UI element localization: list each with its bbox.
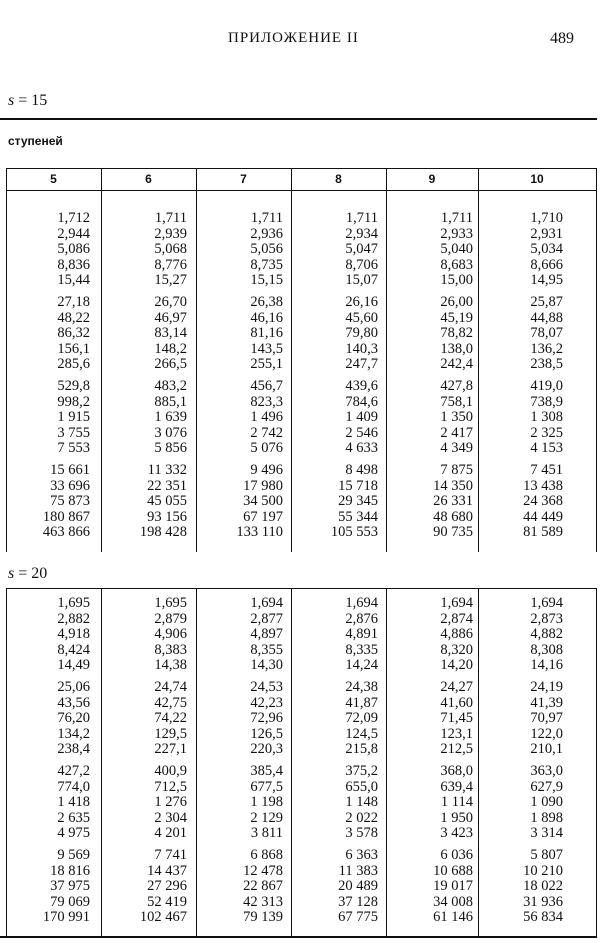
table-cell: 2,939	[154, 225, 187, 242]
table-cell: 1,694	[440, 595, 473, 611]
table-cell: 7 451	[530, 462, 563, 478]
header-bottom-rule	[6, 190, 597, 191]
table-cell: 48 680	[433, 508, 473, 525]
table-cell: 2 022	[345, 809, 378, 826]
table-cell: 2 304	[154, 809, 187, 826]
table-cell: 29 345	[338, 493, 378, 510]
table-cell: 143,5	[250, 340, 283, 357]
table-cell: 25,06	[57, 679, 90, 695]
table-cell: 2 417	[440, 424, 473, 441]
column-header-8: 8	[335, 172, 342, 186]
table-cell: 4,906	[154, 626, 187, 643]
table-cell: 42,75	[154, 694, 187, 711]
table-cell: 46,16	[250, 309, 283, 326]
table-cell: 4,897	[250, 626, 283, 643]
table-cell: 677,5	[250, 778, 283, 795]
column-divider	[196, 588, 197, 936]
column-header-10: 10	[530, 172, 544, 186]
table-cell: 1 409	[345, 409, 378, 426]
table-cell: 8,355	[250, 641, 283, 658]
table-cell: 1 114	[440, 794, 473, 811]
column-divider	[386, 588, 387, 936]
table-cell: 3 755	[57, 424, 90, 441]
table-cell: 15,07	[345, 272, 378, 289]
table-cell: 11 332	[147, 462, 187, 478]
table-cell: 2 325	[530, 424, 563, 441]
table-cell: 123,1	[440, 725, 473, 742]
section2-s-label	[8, 565, 47, 583]
table-cell: 74,22	[154, 710, 187, 727]
table-cell: 5,068	[154, 241, 187, 258]
table-cell: 148,2	[154, 340, 187, 357]
table-cell: 7 553	[57, 440, 90, 457]
table-cell: 3 314	[530, 825, 563, 842]
table-cell: 7 741	[154, 847, 187, 863]
table-cell: 220,3	[250, 741, 283, 758]
table-cell: 140,3	[345, 340, 378, 357]
table-cell: 13 438	[523, 477, 563, 494]
column-header-6: 6	[145, 172, 152, 186]
table-cell: 5 076	[250, 440, 283, 457]
table-cell: 266,5	[154, 356, 187, 373]
table-cell: 105 553	[330, 524, 378, 541]
table-cell: 45,60	[345, 309, 378, 326]
table-cell: 34 500	[243, 493, 283, 510]
table-cell: 24,27	[440, 679, 473, 695]
table-cell: 14,20	[440, 657, 473, 674]
table-cell: 17 980	[243, 477, 283, 494]
table-cell: 10 688	[433, 862, 473, 879]
table-cell: 5,086	[57, 241, 90, 258]
table-cell: 2,877	[250, 610, 283, 627]
table-cell: 1 308	[530, 409, 563, 426]
table-cell: 133 110	[236, 524, 283, 541]
table-cell: 22 351	[147, 477, 187, 494]
table-cell: 8,683	[440, 256, 473, 273]
table-cell: 129,5	[154, 725, 187, 742]
page-number: 489	[550, 30, 574, 47]
table-cell: 67 197	[243, 508, 283, 525]
bottom-rule	[0, 936, 597, 938]
table-cell: 400,9	[154, 763, 187, 779]
table-cell: 8,706	[345, 256, 378, 273]
table-cell: 215,8	[345, 741, 378, 758]
table-cell: 14,95	[530, 272, 563, 289]
table-cell: 8,776	[154, 256, 187, 273]
table-cell: 2,879	[154, 610, 187, 627]
table-cell: 33 696	[50, 477, 90, 494]
table-cell: 427,8	[440, 378, 473, 394]
table-cell: 5,047	[345, 241, 378, 258]
table-cell: 31 936	[523, 893, 563, 910]
table-cell: 11 383	[338, 862, 378, 879]
table-cell: 14,30	[250, 657, 283, 674]
table-cell: 1 276	[154, 794, 187, 811]
column-divider	[291, 168, 292, 552]
table-cell: 138,0	[440, 340, 473, 357]
running-head	[0, 30, 600, 52]
table-cell: 55 344	[338, 508, 378, 525]
table-cell: 43,56	[57, 694, 90, 711]
table-cell: 83,14	[154, 325, 187, 342]
table-cell: 1 148	[345, 794, 378, 811]
table-cell: 6 363	[345, 847, 378, 863]
table-cell: 439,6	[345, 378, 378, 394]
table-cell: 14 350	[433, 477, 473, 494]
table-cell: 363,0	[530, 763, 563, 779]
table-cell: 1,711	[250, 210, 283, 226]
table-cell: 247,7	[345, 356, 378, 373]
table-cell: 136,2	[530, 340, 563, 357]
table-cell: 758,1	[440, 393, 473, 410]
table-cell: 15,15	[250, 272, 283, 289]
table-cell: 61 146	[433, 909, 473, 926]
table-cell: 5 807	[530, 847, 563, 863]
table-cell: 4,882	[530, 626, 563, 643]
table-cell: 41,39	[530, 694, 563, 711]
column-divider	[478, 168, 479, 552]
column-divider	[101, 168, 102, 552]
table-cell: 15,44	[57, 272, 90, 289]
table-cell: 102 467	[139, 909, 187, 926]
table-cell: 24,19	[530, 679, 563, 695]
column-divider	[596, 168, 597, 552]
column-divider	[386, 168, 387, 552]
table-cell: 14 437	[147, 862, 187, 879]
table-cell: 26 331	[433, 493, 473, 510]
table-cell: 34 008	[433, 893, 473, 910]
table-cell: 8,308	[530, 641, 563, 658]
table-cell: 8,383	[154, 641, 187, 658]
table-cell: 76,20	[57, 710, 90, 727]
table-cell: 2 635	[57, 809, 90, 826]
table-cell: 1 090	[530, 794, 563, 811]
table-cell: 3 578	[345, 825, 378, 842]
table-cell: 368,0	[440, 763, 473, 779]
table-cell: 998,2	[57, 393, 90, 410]
table-cell: 4 975	[57, 825, 90, 842]
table-cell: 8,424	[57, 641, 90, 658]
table-cell: 67 775	[338, 909, 378, 926]
table-cell: 738,9	[530, 393, 563, 410]
table-cell: 70,97	[530, 710, 563, 727]
s-value: = 15	[18, 92, 48, 109]
table-cell: 2,873	[530, 610, 563, 627]
table-cell: 1,711	[345, 210, 378, 226]
table-cell: 26,16	[345, 294, 378, 310]
table-cell: 375,2	[345, 763, 378, 779]
column-divider	[6, 588, 7, 936]
table-cell: 41,60	[440, 694, 473, 711]
column-divider	[596, 588, 597, 936]
table-cell: 27,18	[57, 294, 90, 310]
table-cell: 15,00	[440, 272, 473, 289]
table-cell: 3 076	[154, 424, 187, 441]
table-cell: 24,74	[154, 679, 187, 695]
table-cell: 14,16	[530, 657, 563, 674]
table-cell: 19 017	[433, 878, 473, 895]
table-cell: 48,22	[57, 309, 90, 326]
table-cell: 156,1	[57, 340, 90, 357]
table-cell: 639,4	[440, 778, 473, 795]
table-cell: 210,1	[530, 741, 563, 758]
table-cell: 4 633	[345, 440, 378, 457]
table-cell: 627,9	[530, 778, 563, 795]
table-cell: 1,694	[530, 595, 563, 611]
table-cell: 1,695	[154, 595, 187, 611]
table-top-rule	[6, 588, 597, 589]
table-cell: 1,694	[345, 595, 378, 611]
table-cell: 37 975	[50, 878, 90, 895]
table-cell: 93 156	[147, 508, 187, 525]
table-cell: 227,1	[154, 741, 187, 758]
table-cell: 3 423	[440, 825, 473, 842]
table-cell: 1 350	[440, 409, 473, 426]
table-cell: 81 589	[523, 524, 563, 541]
table-cell: 25,87	[530, 294, 563, 310]
table-cell: 3 811	[250, 825, 283, 842]
table-cell: 427,2	[57, 763, 90, 779]
table-cell: 2,933	[440, 225, 473, 242]
table-cell: 2,874	[440, 610, 473, 627]
table-cell: 1,695	[57, 595, 90, 611]
table-cell: 122,0	[530, 725, 563, 742]
table-cell: 18 816	[50, 862, 90, 879]
table-cell: 81,16	[250, 325, 283, 342]
table-cell: 7 875	[440, 462, 473, 478]
table-cell: 198 428	[139, 524, 187, 541]
table-cell: 255,1	[250, 356, 283, 373]
table-cell: 56 834	[523, 909, 563, 926]
table-cell: 419,0	[530, 378, 563, 394]
table-cell: 27 296	[147, 878, 187, 895]
table-cell: 52 419	[147, 893, 187, 910]
running-title: ПРИЛОЖЕНИЕ II	[228, 30, 359, 46]
table-cell: 10 210	[523, 862, 563, 879]
table-cell: 126,5	[250, 725, 283, 742]
table-cell: 1 198	[250, 794, 283, 811]
table-cell: 8,320	[440, 641, 473, 658]
table-cell: 2,882	[57, 610, 90, 627]
column-divider	[196, 168, 197, 552]
table-cell: 463 866	[42, 524, 90, 541]
table-cell: 1 496	[250, 409, 283, 426]
table-cell: 8 498	[345, 462, 378, 478]
table-cell: 1 950	[440, 809, 473, 826]
table-cell: 44 449	[523, 508, 563, 525]
table-cell: 45 055	[147, 493, 187, 510]
top-rule	[0, 118, 597, 120]
table-cell: 41,87	[345, 694, 378, 711]
table-cell: 2,876	[345, 610, 378, 627]
table-cell: 124,5	[345, 725, 378, 742]
table-cell: 45,19	[440, 309, 473, 326]
column-divider	[101, 588, 102, 936]
column-header-9: 9	[428, 172, 436, 186]
table-cell: 2,931	[530, 225, 563, 242]
table-cell: 238,4	[57, 741, 90, 758]
table-cell: 4 349	[440, 440, 473, 457]
table-cell: 285,6	[57, 356, 90, 373]
table-cell: 134,2	[57, 725, 90, 742]
table-cell: 20 489	[338, 878, 378, 895]
table-cell: 78,82	[440, 325, 473, 342]
table-cell: 2 742	[250, 424, 283, 441]
table-cell: 4 201	[154, 825, 187, 842]
table-cell: 22 867	[243, 878, 283, 895]
table-cell: 712,5	[154, 778, 187, 795]
table-cell: 44,88	[530, 309, 563, 326]
table-cell: 79,80	[345, 325, 378, 342]
table-cell: 5,056	[250, 241, 283, 258]
table-cell: 1,711	[154, 210, 187, 226]
table-cell: 26,00	[440, 294, 473, 310]
table-cell: 385,4	[250, 763, 283, 779]
table-cell: 26,38	[250, 294, 283, 310]
table-cell: 2 129	[250, 809, 283, 826]
table-cell: 24,53	[250, 679, 283, 695]
column-header-7: 7	[240, 172, 247, 186]
table-cell: 180 867	[42, 508, 90, 525]
table-cell: 75 873	[50, 493, 90, 510]
table-cell: 784,6	[345, 393, 378, 410]
table-cell: 46,97	[154, 309, 187, 326]
table-cell: 242,4	[440, 356, 473, 373]
table-cell: 72,96	[250, 710, 283, 727]
table-cell: 1,711	[440, 210, 473, 226]
table-cell: 15 718	[338, 477, 378, 494]
table-cell: 37 128	[338, 893, 378, 910]
table-cell: 12 478	[243, 862, 283, 879]
table-cell: 1 418	[57, 794, 90, 811]
table-cell: 26,70	[154, 294, 187, 310]
table-cell: 18 022	[523, 878, 563, 895]
s-symbol: s	[8, 565, 15, 582]
table-cell: 14,49	[57, 657, 90, 674]
table-cell: 15 661	[50, 462, 90, 478]
table-cell: 5 856	[154, 440, 187, 457]
table-cell: 1,694	[250, 595, 283, 611]
table-cell: 9 496	[250, 462, 283, 478]
column-divider	[6, 168, 7, 552]
table-cell: 4 153	[530, 440, 563, 457]
table-cell: 1 898	[530, 809, 563, 826]
table-cell: 71,45	[440, 710, 473, 727]
table-cell: 24,38	[345, 679, 378, 695]
table-cell: 6 036	[440, 847, 473, 863]
table-cell: 42,23	[250, 694, 283, 711]
table-cell: 170 991	[42, 909, 90, 926]
section1-s-label	[8, 92, 47, 110]
table-cell: 1 915	[57, 409, 90, 426]
steps-label: ступеней	[8, 134, 63, 148]
table-cell: 483,2	[154, 378, 187, 394]
table-cell: 4,886	[440, 626, 473, 643]
table-cell: 238,5	[530, 356, 563, 373]
column-divider	[478, 588, 479, 936]
table-cell: 15,27	[154, 272, 187, 289]
table-cell: 1,712	[57, 210, 90, 226]
table-cell: 8,836	[57, 256, 90, 273]
column-divider	[291, 588, 292, 936]
table-cell: 774,0	[57, 778, 90, 795]
s-symbol: s	[8, 92, 15, 109]
table-cell: 8,666	[530, 256, 563, 273]
table-cell: 823,3	[250, 393, 283, 410]
table-cell: 2 546	[345, 424, 378, 441]
table-cell: 72,09	[345, 710, 378, 727]
table-cell: 2,934	[345, 225, 378, 242]
table-cell: 6 868	[250, 847, 283, 863]
table-cell: 4,918	[57, 626, 90, 643]
table-cell: 8,335	[345, 641, 378, 658]
table-cell: 1 639	[154, 409, 187, 426]
table-cell: 1,710	[530, 210, 563, 226]
table-cell: 2,944	[57, 225, 90, 242]
table-cell: 9 569	[57, 847, 90, 863]
table-cell: 42 313	[243, 893, 283, 910]
table-cell: 885,1	[154, 393, 187, 410]
column-header-5: 5	[50, 172, 57, 186]
table-cell: 90 735	[433, 524, 473, 541]
table-cell: 78,07	[530, 325, 563, 342]
table-cell: 212,5	[440, 741, 473, 758]
table-cell: 8,735	[250, 256, 283, 273]
table-cell: 14,38	[154, 657, 187, 674]
table-cell: 529,8	[57, 378, 90, 394]
table-cell: 79 069	[50, 893, 90, 910]
table-cell: 14,24	[345, 657, 378, 674]
table-cell: 79 139	[243, 909, 283, 926]
table-cell: 86,32	[57, 325, 90, 342]
s-value: = 20	[18, 565, 48, 582]
table-cell: 456,7	[250, 378, 283, 394]
table-cell: 5,040	[440, 241, 473, 258]
table-cell: 4,891	[345, 626, 378, 643]
table-cell: 24 368	[523, 493, 563, 510]
table-cell: 655,0	[345, 778, 378, 795]
table-cell: 5,034	[530, 241, 563, 258]
table-cell: 2,936	[250, 225, 283, 242]
